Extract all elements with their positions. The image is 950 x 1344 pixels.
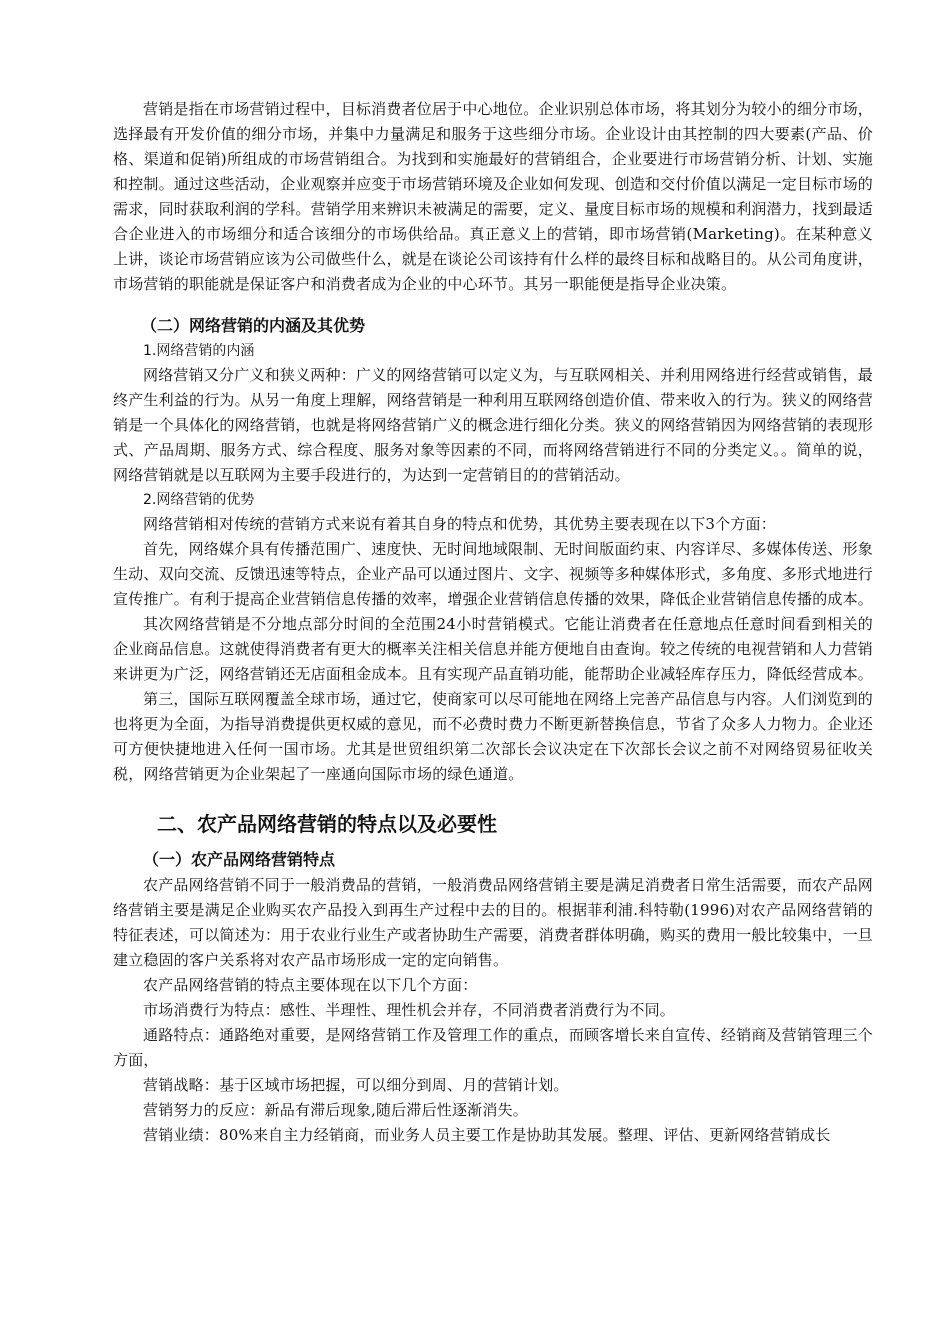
- paragraph-agri-intro: 农产品网络营销不同于一般消费品的营销，一般消费品网络营销主要是满足消费者日常生活需要，而农产品网络营销主要是满足企业购买农产品投入到再生产过程中去的目的。根据菲利浦.科特勒(1996)对农产品网络营销的特征表述，可以简述为：用于农业行业生产或者协助生产需要，消费者群体明确，购买的费用一般比较集中，一旦建立稳固的客户关系将对农产品市场形成一定的定向销售。: [113, 876, 874, 969]
- paragraph-strategy: 营销战略：基于区域市场把握，可以细分到周、月的营销计划。: [143, 1076, 569, 1094]
- chapter-heading-agri-marketing: 二、农产品网络营销的特点以及必要性: [157, 812, 497, 836]
- paragraph-advantages-intro: 网络营销相对传统的营销方式来说有着其自身的特点和优势，其优势主要表现在以下3个方面：: [143, 515, 776, 533]
- subheading-connotation: 1.网络营销的内涵: [143, 343, 255, 359]
- section-heading-network-marketing: （二）网络营销的内涵及其优势: [141, 316, 366, 335]
- paragraph-advantage-first: 首先，网络媒介具有传播范围广、速度快、无时间地域限制、无时间版面约束、内容详尽、多媒体传送、形象生动、双向交流、反馈迅速等特点，企业产品可以通过图片、文字、视频等多种媒体形式，多角度、多形式地进行宣传推广。有利于提高企业营销信息传播的效率，增强企业营销信息传播的效果，降低企业营销信息传播的成本。: [113, 540, 874, 608]
- paragraph-advantage-third: 第三，国际互联网覆盖全球市场，通过它，使商家可以尽可能地在网络上完善产品信息与内容。人们浏览到的也将更为全面，为指导消费提供更权威的意见，而不必费时费力不断更新替换信息，节省了众多人力物力。企业还可方便快捷地进入任何一国市场。尤其是世贸组织第二次部长会议决定在下次部长会议之前不对网络贸易征收关税，网络营销更为企业架起了一座通向国际市场的绿色通道。: [113, 690, 874, 783]
- section-heading-agri-features: （一）农产品网络营销特点: [143, 850, 336, 869]
- paragraph-response: 营销努力的反应：新品有滞后现象,随后滞后性逐渐消失。: [143, 1101, 528, 1119]
- subheading-advantages: 2.网络营销的优势: [143, 492, 255, 508]
- paragraph-agri-features-lead: 农产品网络营销的特点主要体现在以下几个方面：: [143, 976, 478, 994]
- document-body: [113, 97, 873, 1148]
- paragraph-connotation: 网络营销又分广义和狭义两种：广义的网络营销可以定义为，与互联网相关、并利用网络进行经营或销售，最终产生利益的行为。从另一角度上理解，网络营销是一种利用互联网络创造价值、带来收入的行为。狭义的网络营销是一个具体化的网络营销，也就是将网络营销广义的概念进行细化分类。狭义的网络营销因为网络营销的表现形式、产品周期、服务方式、综合程度、服务对象等因素的不同，而将网络营销进行不同的分类定义。。简单的说，网络营销就是以互联网为主要手段进行的，为达到一定营销目的的营销活动。: [113, 366, 874, 484]
- paragraph-consumer-behavior: 市场消费行为特点：感性、半理性、理性机会并存，不同消费者消费行为不同。: [143, 1001, 676, 1019]
- paragraph-performance: 营销业绩：80%来自主力经销商，而业务人员主要工作是协助其发展。整理、评估、更新网络营销成长: [143, 1126, 831, 1144]
- paragraph-marketing-definition: 营销是指在市场营销过程中，目标消费者位居于中心地位。企业识别总体市场，将其划分为较小的细分市场，选择最有开发价值的细分市场，并集中力量满足和服务于这些细分市场。企业设计由其控制的四大要素(产品、价格、渠道和促销)所组成的市场营销组合。为找到和实施最好的营销组合，企业要进行市场营销分析、计划、实施和控制。通过这些活动，企业观察并应变于市场营销环境及企业如何发现、创造和交付价值以满足一定目标市场的需求，同时获取利润的学科。营销学用来辨识未被满足的需要，定义、量度目标市场的规模和利润潜力，找到最适合企业进入的市场细分和适合该细分的市场供给品。真正意义上的营销，即市场营销(Marketing)。在某种意义上讲，谈论市场营销应该为公司做些什么，就是在谈论公司该持有什么样的最终目标和战略目的。从公司角度讲，市场营销的职能就是保证客户和消费者成为企业的中心环节。其另一职能便是指导企业决策。: [113, 100, 874, 293]
- paragraph-advantage-second: 其次网络营销是不分地点部分时间的全范围24小时营销模式。它能让消费者在任意地点任意时间看到相关的企业商品信息。这就使得消费者有更大的概率关注相关信息并能方便地自由查询。较之传统的电视营销和人力营销来讲更为广泛，网络营销还无店面租金成本。且有实现产品直销功能，能帮助企业减轻库存压力，降低经营成本。: [113, 615, 874, 683]
- paragraph-channel: 通路特点：通路绝对重要，是网络营销工作及管理工作的重点，而顾客增长来自宣传、经销商及营销管理三个方面，: [113, 1026, 873, 1069]
